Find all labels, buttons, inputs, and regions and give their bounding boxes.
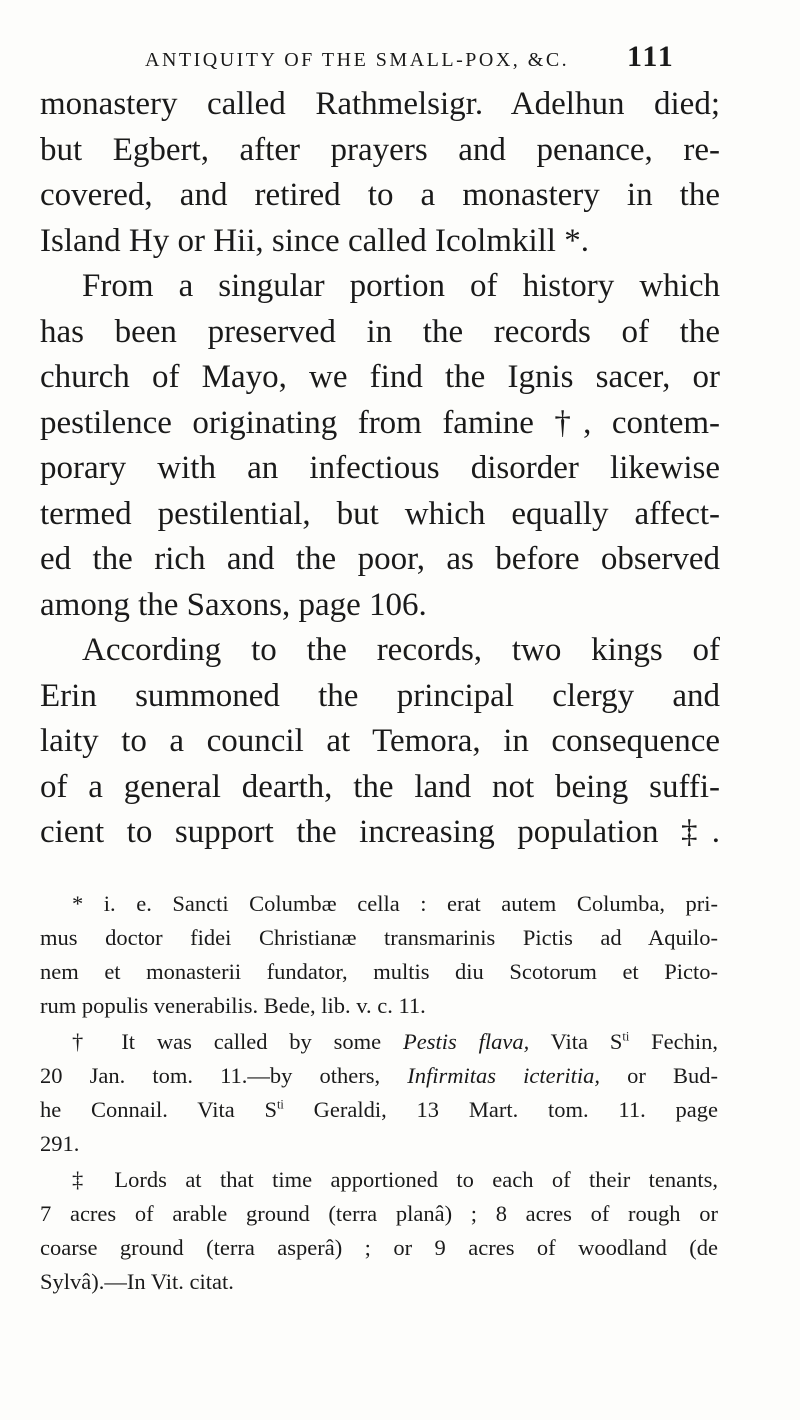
body-line: Erin summoned the principal clergy and [40, 678, 720, 714]
footnote-italic: Pestis flava, [403, 1029, 530, 1054]
footnote-line: 7 acres of arable ground (terra planâ) ; 8 acres of rough or [40, 1201, 718, 1226]
footnote-superscript: ti [622, 1029, 630, 1044]
footnote-line: coarse ground (terra asperâ) ; or 9 acres of woodland (de [40, 1235, 718, 1260]
footnote-line [72, 1031, 718, 1054]
running-head [145, 46, 665, 72]
body-line: From a singular portion of history which [82, 268, 720, 304]
footnote-text: Fechin, [629, 1029, 718, 1054]
body-line: According to the records, two kings of [82, 632, 720, 668]
footnote-text: 20 Jan. tom. 11.—by others, [40, 1063, 408, 1088]
body-line: porary with an infectious disorder likewise [40, 450, 720, 486]
footnote-line: ‡ Lords at that time apportioned to each of their tenants, [72, 1167, 718, 1192]
footnote-text: † It was called by some [72, 1029, 403, 1054]
footnote-superscript: ti [277, 1097, 284, 1112]
footnote-line: Sylvâ).—In Vit. citat. [40, 1269, 234, 1294]
footnote-text: or Bud- [600, 1063, 719, 1088]
page-number: 111 [627, 40, 675, 73]
body-line: ed the rich and the poor, as before observed [40, 541, 720, 577]
footnote-text: Vita S [529, 1029, 623, 1054]
footnote-line: 291. [40, 1131, 80, 1156]
footnote-text: Geraldi, 13 Mart. tom. 11. page [283, 1097, 718, 1122]
footnote-line: mus doctor fidei Christianæ transmarinis Pictis ad Aquilo- [40, 925, 718, 950]
body-line: Island Hy or Hii, since called Icolmkill *. [40, 223, 589, 259]
footnote-text: he Connail. Vita S [40, 1097, 277, 1122]
footnote-line: nem et monasterii fundator, multis diu Scotorum et Picto- [40, 959, 718, 984]
body-line: has been preserved in the records of the [40, 314, 720, 350]
body-line: laity to a council at Temora, in consequence [40, 723, 720, 759]
body-line: covered, and retired to a monastery in the [40, 177, 720, 213]
footnote-italic: Infirmitas icteritia, [407, 1063, 601, 1088]
running-title: ANTIQUITY OF THE SMALL-POX, &C. [145, 49, 570, 71]
body-line: of a general dearth, the land not being suffi- [40, 769, 720, 805]
body-line: monastery called Rathmelsigr. Adelhun died; [40, 86, 720, 122]
footnote-line: rum populis venerabilis. Bede, lib. v. c. 11. [40, 993, 426, 1018]
footnote-line [40, 1065, 718, 1088]
body-line: among the Saxons, page 106. [40, 587, 427, 623]
footnote-line: * i. e. Sancti Columbæ cella : erat autem Columba, pri- [72, 891, 718, 916]
body-line: cient to support the increasing population ‡. [40, 814, 720, 850]
body-line: pestilence originating from famine †, contem- [40, 405, 720, 441]
body-line: but Egbert, after prayers and penance, re- [40, 132, 720, 168]
body-line: church of Mayo, we find the Ignis sacer, or [40, 359, 720, 395]
body-line: termed pestilential, but which equally affect- [40, 496, 720, 532]
footnote-line [40, 1099, 718, 1122]
